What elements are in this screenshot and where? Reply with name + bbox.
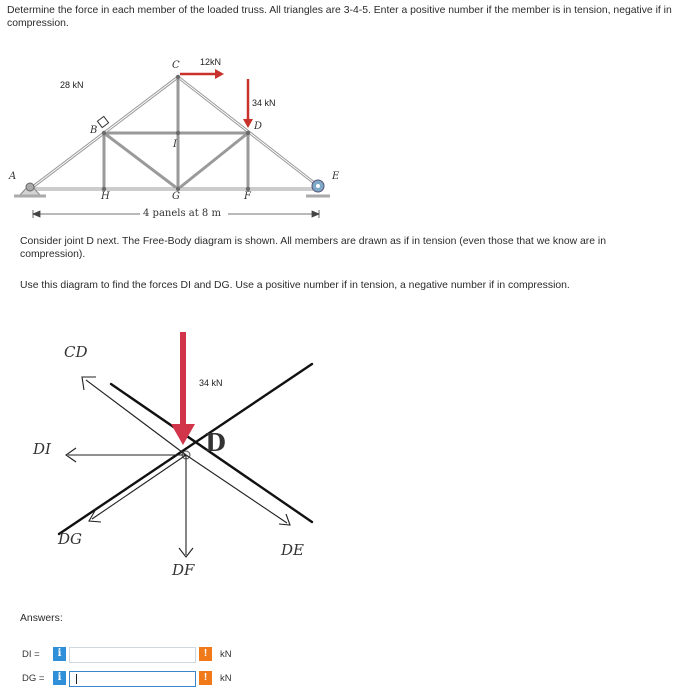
- answer-row-dg: [0, 671, 681, 691]
- node-label-e: E: [332, 171, 340, 182]
- node-label-h: H: [101, 191, 110, 202]
- fbd-joint-label: D: [205, 428, 226, 457]
- fbd-label-df: DF: [172, 561, 195, 579]
- load-label-c: 12kN: [200, 57, 222, 67]
- answer-row-di: [0, 647, 681, 667]
- text-cursor: [76, 674, 77, 684]
- dg-unit: kN: [220, 673, 232, 684]
- fbd-force-arrows: [66, 377, 290, 557]
- node-label-g: G: [172, 191, 180, 202]
- fbd-label-de: DE: [281, 541, 304, 559]
- free-body-diagram: [0, 320, 360, 590]
- load-arrow-c: [180, 69, 224, 79]
- load-label-d: 34 kN: [252, 98, 276, 108]
- node-label-f: F: [244, 191, 251, 202]
- dimension-label: 4 panels at 8 m: [143, 208, 221, 219]
- answers-heading: Answers:: [20, 613, 63, 624]
- truss-figure: [0, 55, 681, 230]
- fbd-label-di: DI: [33, 440, 51, 458]
- node-label-b: B: [90, 125, 98, 136]
- fbd-label-dg: DG: [58, 530, 83, 548]
- node-label-d: D: [254, 121, 263, 132]
- dg-label: DG =: [22, 673, 45, 684]
- node-label-c: C: [172, 60, 180, 71]
- di-label: DI =: [22, 649, 40, 660]
- fbd-load-arrow: [171, 332, 195, 445]
- load-label-b: 28 kN: [60, 80, 84, 90]
- fbd-load-label: 34 kN: [199, 378, 223, 388]
- problem-statement: Determine the force in each member of the loaded truss. All triangles are 3-4-5. Enter a positive number if the member is in tension, negative if in compression.: [7, 5, 672, 29]
- node-label-a: A: [9, 171, 17, 182]
- dg-info-button[interactable]: i: [53, 671, 66, 685]
- right-angle-marker: [97, 116, 108, 127]
- fbd-label-cd: CD: [64, 343, 88, 361]
- di-input[interactable]: [69, 647, 196, 663]
- dg-input[interactable]: [69, 671, 196, 687]
- joint-d-instruction: Consider joint D next. The Free-Body diagram is shown. All members are drawn as if in tension (even those that we know are in compression).: [20, 236, 607, 260]
- node-label-i: I: [173, 139, 177, 150]
- dg-warning-icon: !: [199, 671, 212, 685]
- di-warning-icon: !: [199, 647, 212, 661]
- use-diagram-instruction: Use this diagram to find the forces DI and DG. Use a positive number if in tension, a negative number if in compression.: [20, 280, 570, 291]
- di-info-button[interactable]: i: [53, 647, 66, 661]
- di-unit: kN: [220, 649, 232, 660]
